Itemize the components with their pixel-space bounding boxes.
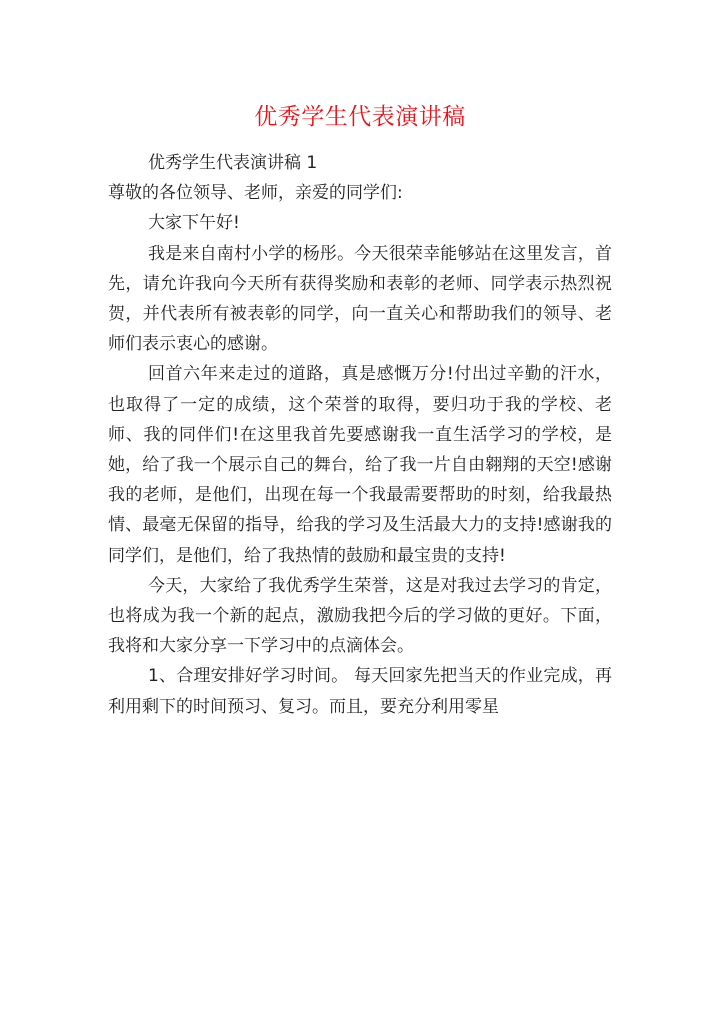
paragraph-tip-1: 1、合理安排好学习时间。 每天回家先把当天的作业完成，再利用剩下的时间预习、复习。而且，要充分利用零星 (108, 666, 612, 717)
paragraph-intro: 我是来自南村小学的杨彤。今天很荣幸能够站在这里发言，首先，请允许我向今天所有获得奖励和表彰的老师、同学表示热烈祝贺，并代表所有被表彰的同学，向一直关心和帮助我们的领导、老师们表示衷心的感谢。 (108, 243, 612, 355)
greeting: 大家下午好! (148, 213, 240, 234)
document-body (108, 148, 612, 722)
paragraph-gratitude: 回首六年来走过的道路，真是感慨万分!付出过辛勤的汗水，也取得了一定的成绩，这个荣誉的取得，要归功于我的学校、老师、我的同伴们!在这里我首先要感谢我一直生活学习的学校，是她，给了我一个展示自己的舞台，给了我一片自由翱翔的天空!感谢我的老师，是他们，出现在每一个我最需要帮助的时刻，给我最热情、最毫无保留的指导，给我的学习及生活最大力的支持!感谢我的同学们，是他们，给了我热情的鼓励和最宝贵的支持! (108, 364, 612, 566)
salutation: 尊敬的各位领导、老师，亲爱的同学们: (108, 183, 403, 204)
paragraph-honor: 今天，大家给了我优秀学生荣誉，这是对我过去学习的肯定，也将成为我一个新的起点，激励我把今后的学习做的更好。下面，我将和大家分享一下学习中的点滴体会。 (108, 575, 612, 657)
document-title: 优秀学生代表演讲稿 (254, 104, 466, 130)
speech-heading: 优秀学生代表演讲稿 1 (148, 153, 318, 173)
